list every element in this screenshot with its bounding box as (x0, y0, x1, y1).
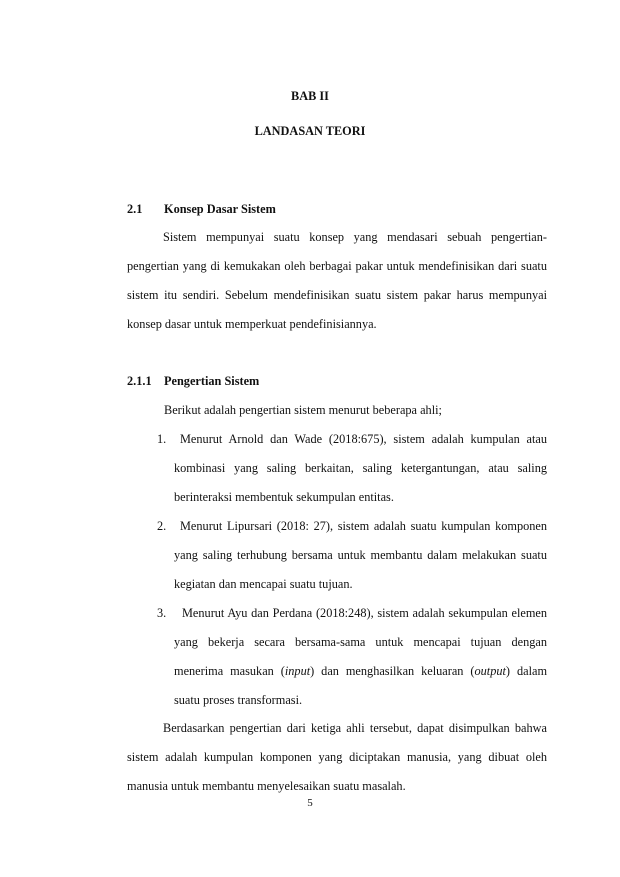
list-item-line: yang bekerja secara bersama-sama untuk mencapai tujuan dengan (174, 635, 547, 649)
paragraph-line: Berdasarkan pengertian dari ketiga ahli tersebut, dapat disimpulkan bahwa (163, 721, 547, 735)
list-item-line: Menurut Ayu dan Perdana (2018:248), sistem adalah sekumpulan elemen (182, 606, 547, 620)
page-number: 5 (307, 797, 313, 809)
list-item-line: Menurut Lipursari (2018: 27), sistem adalah suatu kumpulan komponen (180, 519, 547, 533)
subsection-title: Pengertian Sistem (164, 374, 260, 388)
paragraph-line: konsep dasar untuk memperkuat pendefinisiannya. (127, 317, 377, 331)
list-item-line: yang saling terhubung bersama untuk membantu dalam melakukan suatu (174, 548, 547, 562)
italic-term-output: output (474, 664, 506, 678)
chapter-title: LANDASAN TEORI (254, 124, 366, 138)
text-run: menerima masukan ( (174, 664, 285, 678)
list-item-line (174, 663, 547, 679)
paragraph-line: manusia untuk membantu menyelesaikan suatu masalah. (127, 779, 406, 793)
paragraph-line: sistem itu sendiri. Sebelum mendefinisikan suatu sistem pakar harus mempunyai (127, 288, 547, 302)
subsection-number: 2.1.1 (127, 374, 152, 388)
text-run: ) dan menghasilkan keluaran ( (310, 664, 475, 678)
list-intro: Berikut adalah pengertian sistem menurut beberapa ahli; (164, 403, 442, 417)
italic-term-input: input (284, 664, 311, 678)
text-run: ) dalam (505, 664, 548, 678)
list-number: 1. (157, 432, 167, 446)
list-item-line: Menurut Arnold dan Wade (2018:675), sistem adalah kumpulan atau (180, 432, 547, 446)
section-number: 2.1 (127, 202, 143, 216)
list-item-line: kegiatan dan mencapai suatu tujuan. (174, 577, 353, 591)
chapter-number: BAB II (291, 89, 329, 103)
paragraph-line: Sistem mempunyai suatu konsep yang mendasari sebuah pengertian- (163, 230, 547, 244)
list-item-line: kombinasi yang saling berkaitan, saling ketergantungan, atau saling (174, 461, 547, 475)
list-number: 2. (157, 519, 167, 533)
list-item-line: berinteraksi membentuk sekumpulan entitas. (174, 490, 394, 504)
paragraph-line: sistem adalah kumpulan komponen yang diciptakan manusia, yang dibuat oleh (127, 750, 547, 764)
list-item-line: suatu proses transformasi. (174, 693, 303, 707)
list-number: 3. (157, 606, 167, 620)
paragraph-line: pengertian yang di kemukakan oleh berbagai pakar untuk mendefinisikan dari suatu (127, 259, 547, 273)
section-title: Konsep Dasar Sistem (164, 202, 276, 216)
